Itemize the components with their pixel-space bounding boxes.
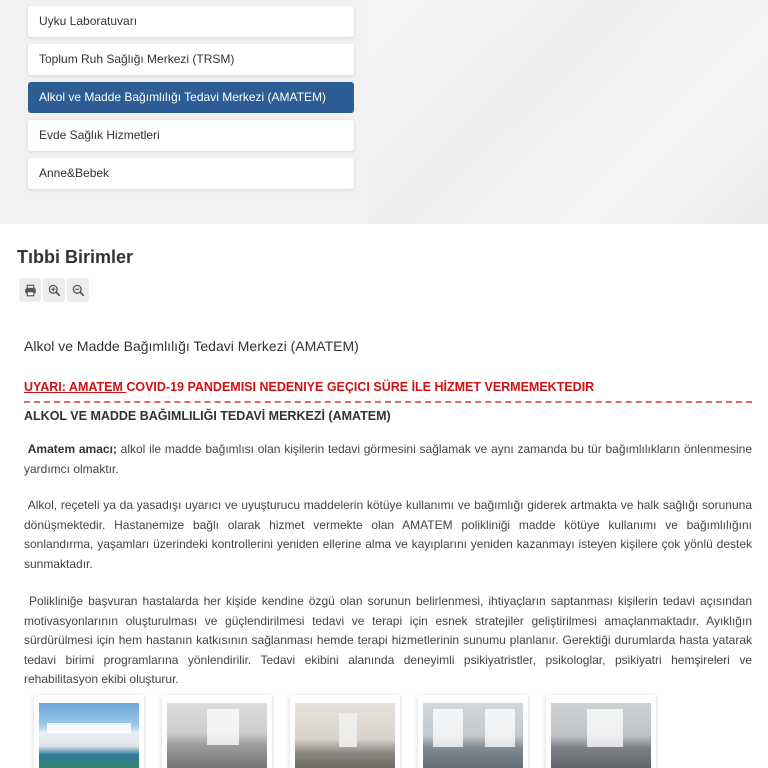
corridor-photo [295, 703, 395, 768]
unit-menu [28, 6, 354, 196]
menu-item-uyku-laboratuvari[interactable]: Uyku Laboratuvarı [28, 6, 354, 37]
page-title: Tıbbi Birimler [17, 247, 134, 267]
paragraph-lead: Amatem amacı; [27, 442, 117, 456]
room-photo [167, 703, 267, 768]
warning-text: COVID-19 PANDEMISI NEDENIYE GEÇICI SÜRE İLE HİZMET VERMEMEKTEDIR [126, 380, 595, 394]
menu-item-evde-saglik[interactable]: Evde Sağlık Hizmetleri [28, 120, 354, 151]
zoom-in-icon [48, 284, 61, 297]
page-tools [19, 278, 89, 302]
warning-notice [24, 380, 752, 394]
print-button[interactable] [19, 278, 41, 302]
paragraph-process-text: Polikliniğe başvuran hastalarda her kişide kendine özgü olan sorunun belirlenmesi, ihtiyaçların saptanması kişilerin tedavi açısından motivasyonlarının oluşturulması ve güçlendirilmesi tedavi ve terapi için esnek stratejiler geliştirilmesi amaçlanmaktadır. Ayıklığın sürdürülmesi için hem hastanın katkısının sağlanması hemde terapi hizmetlerinin sunumu planlanır. Gerektiği durumlarda hasta yatarak tedavi birimi programlarına yönlendirilir. Tedavi ekibini alanında deneyimli psikiyatristler, psikologlar, psikiyatri hemşireleri ve rehabilitasyon ekibi oluşturur. [24, 594, 752, 686]
zoom-in-button[interactable] [43, 278, 65, 302]
divider [24, 400, 752, 403]
menu-item-amatem[interactable]: Alkol ve Madde Bağımlılığı Tedavi Merkezi (AMATEM) [28, 82, 354, 113]
paragraph-purpose [24, 440, 752, 479]
article [24, 338, 752, 690]
menu-item-anne-bebek[interactable]: Anne&Bebek [28, 158, 354, 189]
top-section [0, 0, 768, 224]
zoom-out-icon [72, 284, 85, 297]
gallery-thumb[interactable] [418, 695, 528, 768]
gallery-thumb[interactable] [34, 695, 144, 768]
photo-gallery [34, 695, 656, 768]
paragraph-purpose-text: alkol ile madde bağımlısı olan kişilerin tedavi görmesini sağlamak ve aynı zamanda bu tür bağımlılıkların önlenmesine yardımcı olmaktır. [24, 442, 752, 476]
paragraph-overview [24, 496, 752, 574]
section-title: ALKOL VE MADDE BAĞIMLILIĞI TEDAVİ MERKEZİ (AMATEM) [24, 409, 391, 423]
gallery-thumb[interactable] [162, 695, 272, 768]
paragraph-process [24, 592, 752, 690]
building-photo [39, 703, 139, 768]
gallery-thumb[interactable] [290, 695, 400, 768]
room-photo [423, 703, 523, 768]
zoom-out-button[interactable] [67, 278, 89, 302]
paragraph-overview-text: Alkol, reçeteli ya da yasadışı uyarıcı ve uyuşturucu maddelerin kötüye kullanımı ve bağımlığı giderek artmakta ve halk sağlığı sorununa dönüşmektedir. Hastanemize bağlı olarak hizmet vermekte olan AMATEM polikliniği madde kötüye kullanımı ve bağımlılığını sonlandırma, yaşamları üzerindeki kontrollerini yeniden ellerine alma ve kayıplarını yeniden kazanmayı isteyen kişilere çok yönlü destek sunmaktadır. [24, 498, 753, 571]
article-subtitle: Alkol ve Madde Bağımlılığı Tedavi Merkezi (AMATEM) [24, 338, 359, 354]
menu-item-trsm[interactable]: Toplum Ruh Sağlığı Merkezi (TRSM) [28, 44, 354, 75]
print-icon [24, 284, 37, 297]
gallery-thumb[interactable] [546, 695, 656, 768]
room-photo [551, 703, 651, 768]
warning-link[interactable]: UYARI: AMATEM [24, 380, 127, 394]
banner-area [368, 0, 768, 224]
main-content [0, 224, 768, 768]
